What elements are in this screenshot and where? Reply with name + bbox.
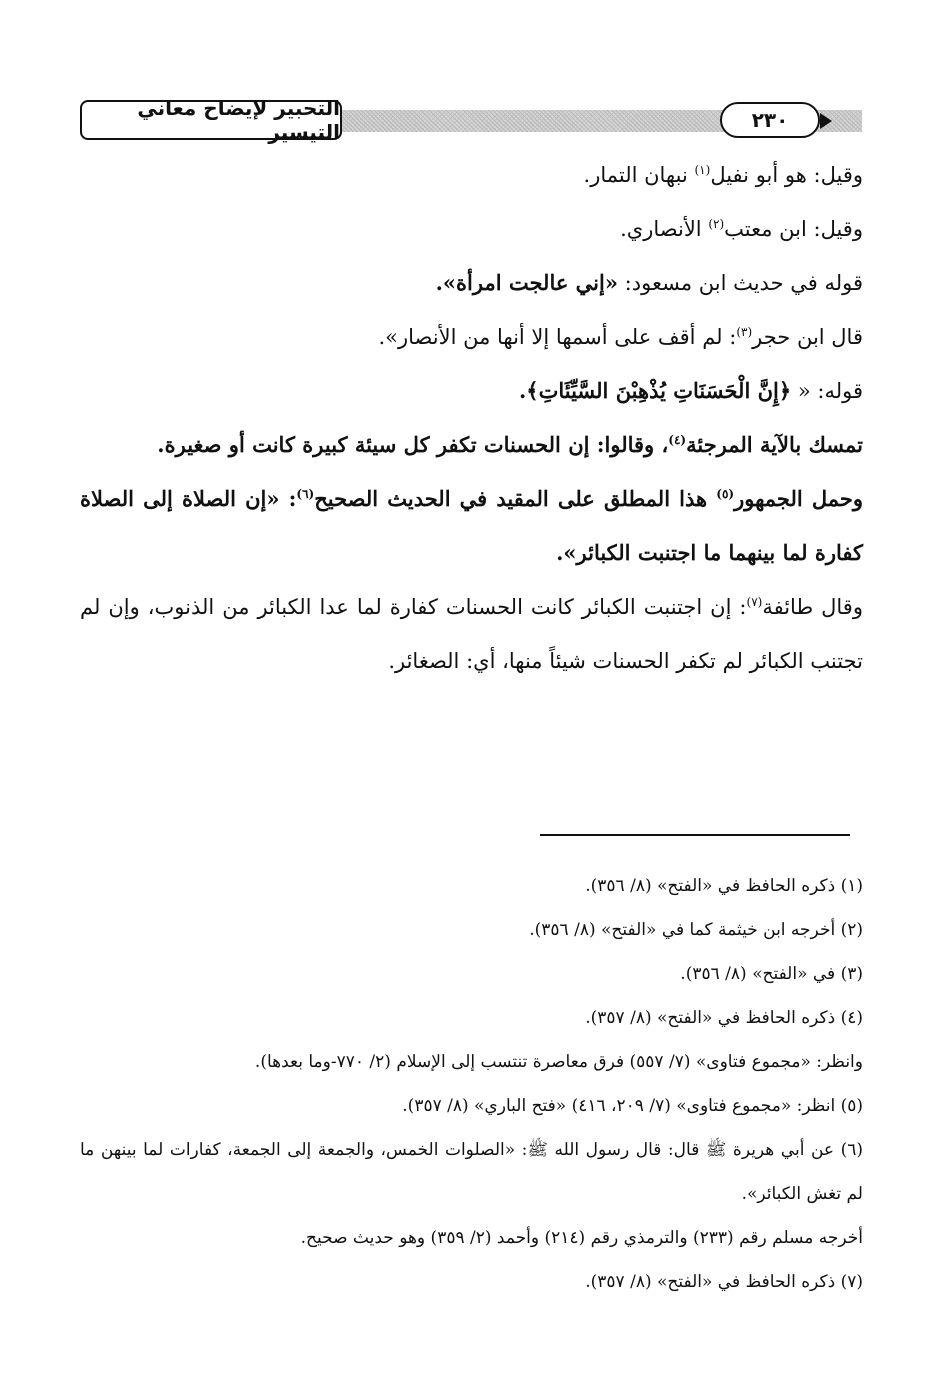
page-number: ٢٣٠ [720, 102, 820, 138]
paragraph-1: وقيل: هو أبو نفيل$^{(١)}$ نبهان التمار. [583, 163, 863, 187]
footnotes [80, 864, 863, 1304]
footnote-3: (٣) في «الفتح» (٨/ ٣٥٦). [680, 964, 863, 984]
footnote-7: (٧) ذكره الحافظ في «الفتح» (٨/ ٣٥٧). [585, 1272, 863, 1292]
footnote-divider [540, 834, 850, 836]
footnote-5: (٥) انظر: «مجموع فتاوى» (٧/ ٢٠٩، ٤١٦) «فتح الباري» (٨/ ٣٥٧). [402, 1096, 863, 1116]
footnote-6: (٦) عن أبي هريرة ﷺ قال: قال رسول الله ﷺ: «الصلوات الخمس، والجمعة إلى الجمعة، كفارات لما بينهن ما لم تغش الكبائر». [80, 1140, 863, 1204]
footnote-1: (١) ذكره الحافظ في «الفتح» (٨/ ٣٥٦). [585, 876, 863, 896]
footnote-4-see-also: وانظر: «مجموع فتاوى» (٧/ ٥٥٧) فرق معاصرة تنتسب إلى الإسلام (٢/ ٧٧٠-وما بعدها). [254, 1052, 863, 1072]
footnote-6-source: أخرجه مسلم رقم (٢٣٣) والترمذي رقم (٢١٤) وأحمد (٢/ ٣٥٩) وهو حديث صحيح. [300, 1228, 863, 1248]
footnote-4: (٤) ذكره الحافظ في «الفتح» (٨/ ٣٥٧). [585, 1008, 863, 1028]
book-title: التحبير لإيضاح معاني التيسير [80, 100, 342, 140]
paragraph-3: قوله في حديث ابن مسعود: «إني عالجت امرأة». [435, 270, 863, 295]
page-header [80, 96, 862, 144]
paragraph-6: تمسك بالآية المرجئة$^{(٤)}$، وقالوا: إن الحسنات تكفر كل سيئة كبيرة كانت أو صغيرة. [157, 432, 863, 457]
footnote-2: (٢) أخرجه ابن خيثمة كما في «الفتح» (٨/ ٣٥٦). [529, 920, 863, 940]
paragraph-5-quran-verse: قوله: « ﴿إِنَّ الْحَسَنَاتِ يُذْهِبْنَ السَّيِّئَاتِ﴾. [518, 378, 863, 403]
paragraph-7: وحمل الجمهور$^{(٥)}$ هذا المطلق على المقيد في الحديث الصحيح$^{(٦)}$: «إن الصلاة إلى الصلاة كفارة لما بينهما ما اجتنبت الكبائر». [80, 486, 863, 565]
paragraph-2: وقيل: ابن معتب$^{(٢)}$ الأنصاري. [620, 217, 863, 241]
paragraph-8: وقال طائفة$^{(٧)}$: إن اجتنبت الكبائر كانت الحسنات كفارة لما عدا الكبائر من الذنوب، وإن لم تجتنب الكبائر لم تكفر الحسنات شيئاً منها، أي: الصغائر. [80, 595, 863, 673]
main-text [80, 148, 863, 688]
paragraph-4: قال ابن حجر$^{(٣)}$: لم أقف على أسمها إلا أنها من الأنصار». [378, 325, 863, 349]
